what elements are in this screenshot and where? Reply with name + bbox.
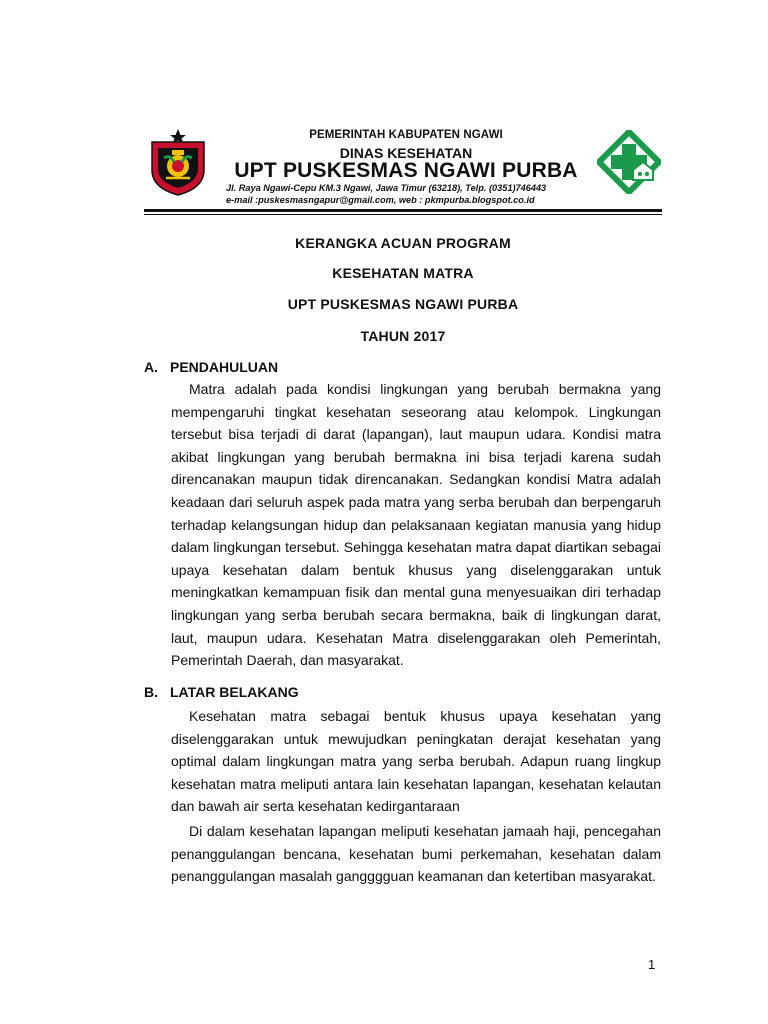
letterhead — [144, 126, 664, 216]
section-b-paragraph-2 — [171, 820, 661, 888]
section-a-letter: A. — [144, 359, 158, 375]
letterhead-contact: e-mail :puskesmasngapur@gmail.com, web : pkmpurba.blogspot.co.id — [226, 195, 535, 205]
doc-title-line3: UPT PUSKESMAS NGAWI PURBA — [287, 296, 519, 312]
section-b-heading — [144, 684, 299, 700]
doc-title-line4: TAHUN 2017 — [360, 328, 446, 344]
section-b-title: LATAR BELAKANG — [170, 684, 299, 700]
doc-title-line2: KESEHATAN MATRA — [332, 265, 474, 281]
letterhead-department: DINAS KESEHATAN — [339, 145, 473, 161]
puskesmas-cross-icon — [597, 130, 661, 194]
letterhead-institution: UPT PUSKESMAS NGAWI PURBA — [234, 159, 578, 182]
section-b-body-1: Kesehatan matra sebagai bentuk khusus upaya kesehatan yang diselenggarakan untuk mewujudkan peningkatan derajat kesehatan yang optimal dalam lingkungan matra yang serba berubah. Adapun ruang lingkup kesehatan matra meliputi antara lain kesehatan lapangan, kesehatan kelautan dan bawah air serta kesehatan kedirgantaraan — [171, 708, 661, 815]
page-number: 1 — [648, 957, 656, 972]
section-a-title: PENDAHULUAN — [170, 359, 279, 375]
section-a-paragraph — [171, 378, 661, 672]
section-b-body-2: Di dalam kesehatan lapangan meliputi kesehatan jamaah haji, pencegahan penanggulangan bencana, kesehatan bumi perkemahan, kesehatan dalam penanggulangan masalah gangggguan keamanan dan ketertiban masyarakat. — [171, 823, 661, 885]
section-a-body: Matra adalah pada kondisi lingkungan yang berubah bermakna yang mempengaruhi tingkat kesehatan seseorang atau kelompok. Lingkungan tersebut bisa terjadi di darat (lapangan), laut maupun udara. Kondisi matra akibat lingkungan yang berubah bermakna ini bisa terjadi karena sudah direncanakan maupun tidak direncanakan. Sedangkan kondisi Matra adalah keadaan dari seluruh aspek pada matra yang serba berubah dan berpengaruh terhadap kelangsungan hidup dan pelaksanaan kegiatan manusia yang hidup dalam lingkungan tersebut. Sehingga kesehatan matra dapat diartikan sebagai upaya kesehatan dalam bentuk khusus yang diselenggarakan untuk meningkatkan kemampuan fisik dan mental guna menyesuaikan diri terhadap lingkungan yang serba berubah secara bermakna, baik di lingkungan darat, laut, maupun udara. Kesehatan Matra diselenggarakan oleh Pemerintah, Pemerintah Daerah, dan masyarakat. — [171, 381, 661, 669]
letterhead-government: PEMERINTAH KABUPATEN NGAWI — [309, 129, 503, 141]
letterhead-address: Jl. Raya Ngawi-Cepu KM.3 Ngawi, Jawa Timur (63218), Telp. (0351)746443 — [226, 183, 547, 193]
section-b-paragraph-1 — [171, 705, 661, 818]
doc-title-line1: KERANGKA ACUAN PROGRAM — [295, 235, 511, 251]
section-a-heading — [144, 359, 278, 375]
letterhead-divider-thin — [144, 214, 662, 215]
section-b-letter: B. — [144, 684, 158, 700]
letterhead-divider — [144, 209, 662, 212]
regency-coat-of-arms-icon — [148, 128, 208, 196]
